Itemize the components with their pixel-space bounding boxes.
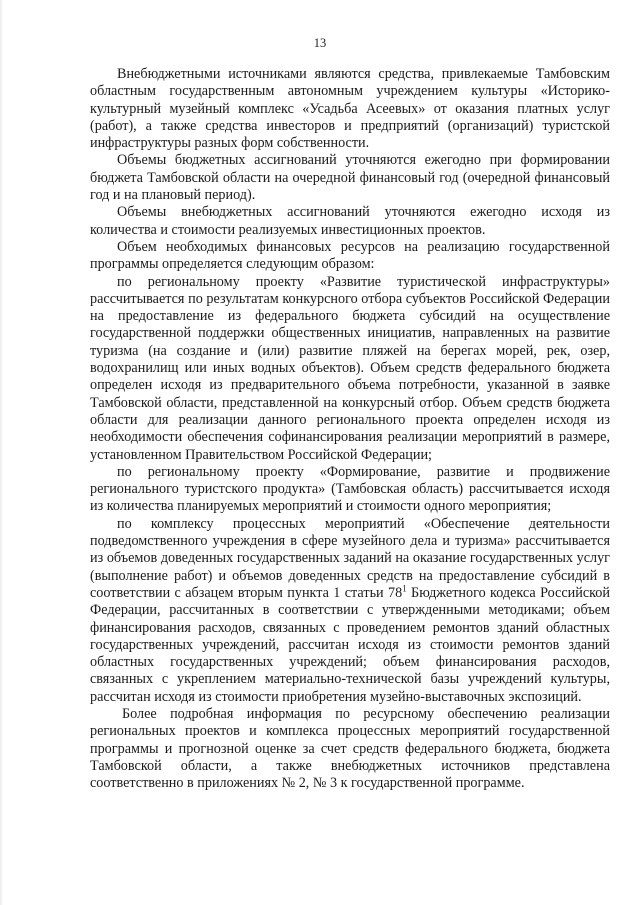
paragraph-financial-resources-intro: Объем необходимых финансовых ресурсов на реализацию государственной программы определяется следующим образом: xyxy=(90,238,610,273)
document-body xyxy=(90,66,610,792)
paragraph-tourist-infrastructure-project: по региональному проекту «Развитие туристической инфраструктуры» рассчитывается по результатам конкурсного отбора субъектов Российской Федерации на предоставление из федерального бюджета субсидий на осуществление государственной поддержки общественных инициатив, направленных на развитие туризма (на создание и (или) развитие пляжей на берегах морей, рек, озер, водохранилищ или иных водных объектов). Объем средств федерального бюджета определен исходя из предварительного объема потребности, указанной в заявке Тамбовской области, представленной на конкурсный отбор. Объем средств бюджета области для реализации данного регионального проекта определен исходя из необходимости обеспечения софинансирования реализации мероприятий в размере, установленном Правительством Российской Федерации; xyxy=(90,273,610,463)
paragraph-extrabudgetary-sources: Внебюджетными источниками являются средства, привлекаемые Тамбовским областным государственным автономным учреждением культуры «Историко-культурный музейный комплекс «Усадьба Асеевых» от оказания платных услуг (работ), а также средства инвесторов и предприятий (организаций) туристской инфраструктуры разных форм собственности. xyxy=(90,66,610,152)
scan-edge xyxy=(0,0,3,905)
process-measures-text-start: по комплексу процессных мероприятий «Обеспечение деятельности подведомственного учреждения в сфере музейного дела и туризма» рассчитывается из объемов доведенных государственных заданий на оказание государственных услуг (выполнение работ) и объемов доведенных средств на предоставление субсидий в соответствии с абзацем вторым пункта 1 статьи 78 xyxy=(90,515,610,601)
paragraph-final-information: Более подробная информация по ресурсному обеспечению реализации региональных проектов и комплекса процессных мероприятий государственной программы и прогнозной оценке за счет средств федерального бюджета, бюджета Тамбовской области, а также внебюджетных источников представлена соответственно в приложениях № 2, № 3 к государственной программе. xyxy=(90,705,610,792)
page-number: 13 xyxy=(313,36,327,50)
paragraph-process-measures-complex xyxy=(90,516,610,706)
article-superscript: 1 xyxy=(402,583,407,594)
process-measures-text-end: Бюджетного кодекса Российской Федерации, рассчитанных в соответствии с утвержденными методиками; объем финансирования расходов, связанных с проведением ремонтов зданий областных государственных учреждений, рассчитан исходя из стоимости ремонтов зданий областных государственных учреждений; объем финансирования расходов, связанных с укреплением материально-технической базы учреждений культуры, рассчитан исходя из стоимости приобретения музейно-выставочных экспозиций. xyxy=(90,584,610,705)
paragraph-tourist-product-project: по региональному проекту «Формирование, развитие и продвижение регионального туристского продукта» (Тамбовская область) рассчитывается исходя из количества планируемых мероприятий и стоимости одного мероприятия; xyxy=(90,463,610,515)
paragraph-extrabudgetary-allocations: Объемы внебюджетных ассигнований уточняются ежегодно исходя из количества и стоимости реализуемых инвестиционных проектов. xyxy=(90,204,610,238)
paragraph-budget-allocations: Объемы бюджетных ассигнований уточняются ежегодно при формировании бюджета Тамбовской области на очередной финансовый год (очередной финансовый год и на плановый период). xyxy=(90,152,610,204)
